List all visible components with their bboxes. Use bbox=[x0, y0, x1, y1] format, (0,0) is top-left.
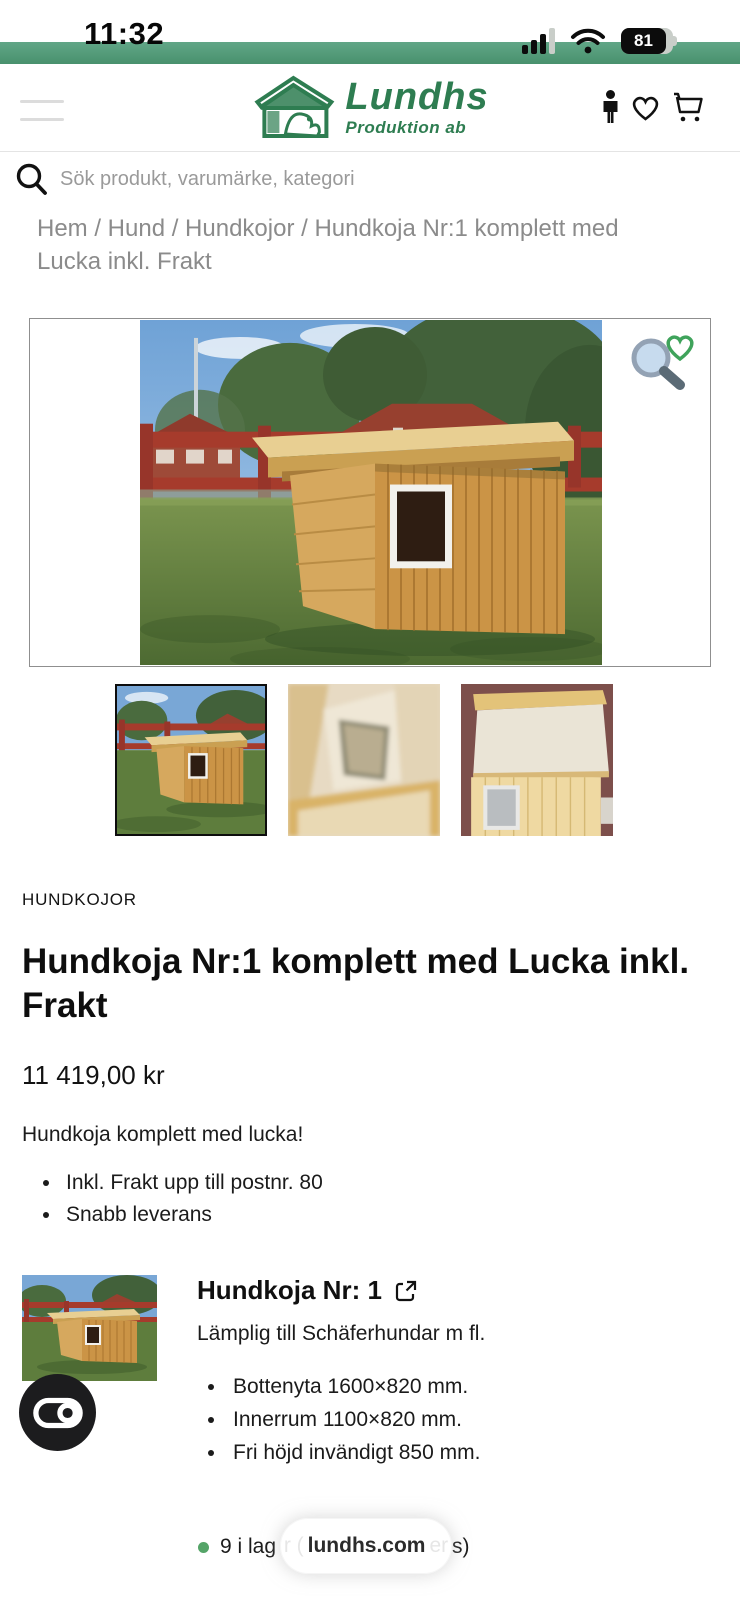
co-cookie-icon[interactable] bbox=[19, 1374, 96, 1451]
covered-text-fragment: er bbox=[429, 1534, 449, 1557]
heart-icon[interactable] bbox=[630, 93, 661, 122]
thumbnail-interior[interactable] bbox=[288, 684, 440, 836]
related-product-title[interactable]: Hundkoja Nr: 1 bbox=[197, 1275, 382, 1305]
browser-url-pill[interactable] bbox=[280, 1518, 452, 1574]
in-stock-dot-icon bbox=[198, 1542, 209, 1553]
stock-text-prefix: 9 i lag bbox=[220, 1535, 277, 1558]
battery-icon bbox=[621, 28, 677, 54]
related-product-image[interactable] bbox=[22, 1275, 157, 1381]
product-description: Hundkoja komplett med lucka! bbox=[22, 1123, 304, 1146]
related-product-card bbox=[22, 1275, 718, 1469]
cellular-signal-icon bbox=[522, 28, 555, 54]
thumbnail-strip bbox=[115, 684, 740, 836]
feature-list bbox=[0, 1167, 740, 1231]
product-photo[interactable] bbox=[140, 320, 602, 665]
doghouse-logo-icon bbox=[251, 74, 339, 140]
feature-item: • Snabb leverans bbox=[62, 1199, 740, 1231]
search-icon[interactable] bbox=[15, 162, 48, 196]
related-product-subtitle: Lämplig till Schäferhundar m fl. bbox=[197, 1322, 486, 1345]
cart-icon[interactable] bbox=[672, 91, 704, 124]
product-price: 11 419,00 kr bbox=[22, 1060, 165, 1090]
product-title: Hundkoja Nr:1 komplett med Lucka inkl. Frakt bbox=[22, 942, 690, 1025]
product-image-frame bbox=[29, 318, 711, 667]
feature-item: • Inkl. Frakt upp till postnr. 80 bbox=[62, 1167, 740, 1199]
covered-text-fragment: r ( bbox=[283, 1534, 304, 1557]
site-logo[interactable] bbox=[251, 74, 488, 140]
hamburger-icon[interactable] bbox=[20, 100, 64, 136]
spec-item: • Bottenyta 1600×820 mm. bbox=[227, 1370, 485, 1403]
status-time: 11:32 bbox=[84, 16, 165, 51]
url-pill-label: lundhs.com bbox=[307, 1534, 426, 1557]
logo-subtitle: Produktion ab bbox=[345, 118, 467, 137]
magnifier-heart-icon[interactable] bbox=[624, 333, 700, 391]
breadcrumb[interactable]: Hem / Hund / Hundkojor / Hundkoja Nr:1 komplett med Lucka inkl. Frakt bbox=[37, 215, 619, 275]
external-link-icon[interactable] bbox=[394, 1279, 418, 1303]
battery-percent: 81 bbox=[634, 30, 653, 50]
stock-text-suffix: s) bbox=[452, 1535, 470, 1558]
spec-item: • Fri höjd invändigt 850 mm. bbox=[227, 1436, 485, 1469]
person-icon[interactable] bbox=[602, 90, 619, 124]
spec-item: • Innerrum 1100×820 mm. bbox=[227, 1403, 485, 1436]
product-category[interactable]: HUNDKOJOR bbox=[22, 890, 137, 909]
search-input[interactable] bbox=[60, 168, 560, 191]
logo-title: Lundhs bbox=[345, 76, 489, 118]
thumbnail-exterior[interactable] bbox=[115, 684, 267, 836]
spec-list bbox=[197, 1370, 485, 1469]
thumbnail-open-lid[interactable] bbox=[461, 684, 613, 836]
status-bar bbox=[0, 0, 740, 64]
site-header bbox=[0, 64, 740, 152]
stock-status bbox=[198, 1527, 740, 1567]
search-bar bbox=[0, 152, 740, 206]
wifi-icon bbox=[570, 27, 606, 54]
